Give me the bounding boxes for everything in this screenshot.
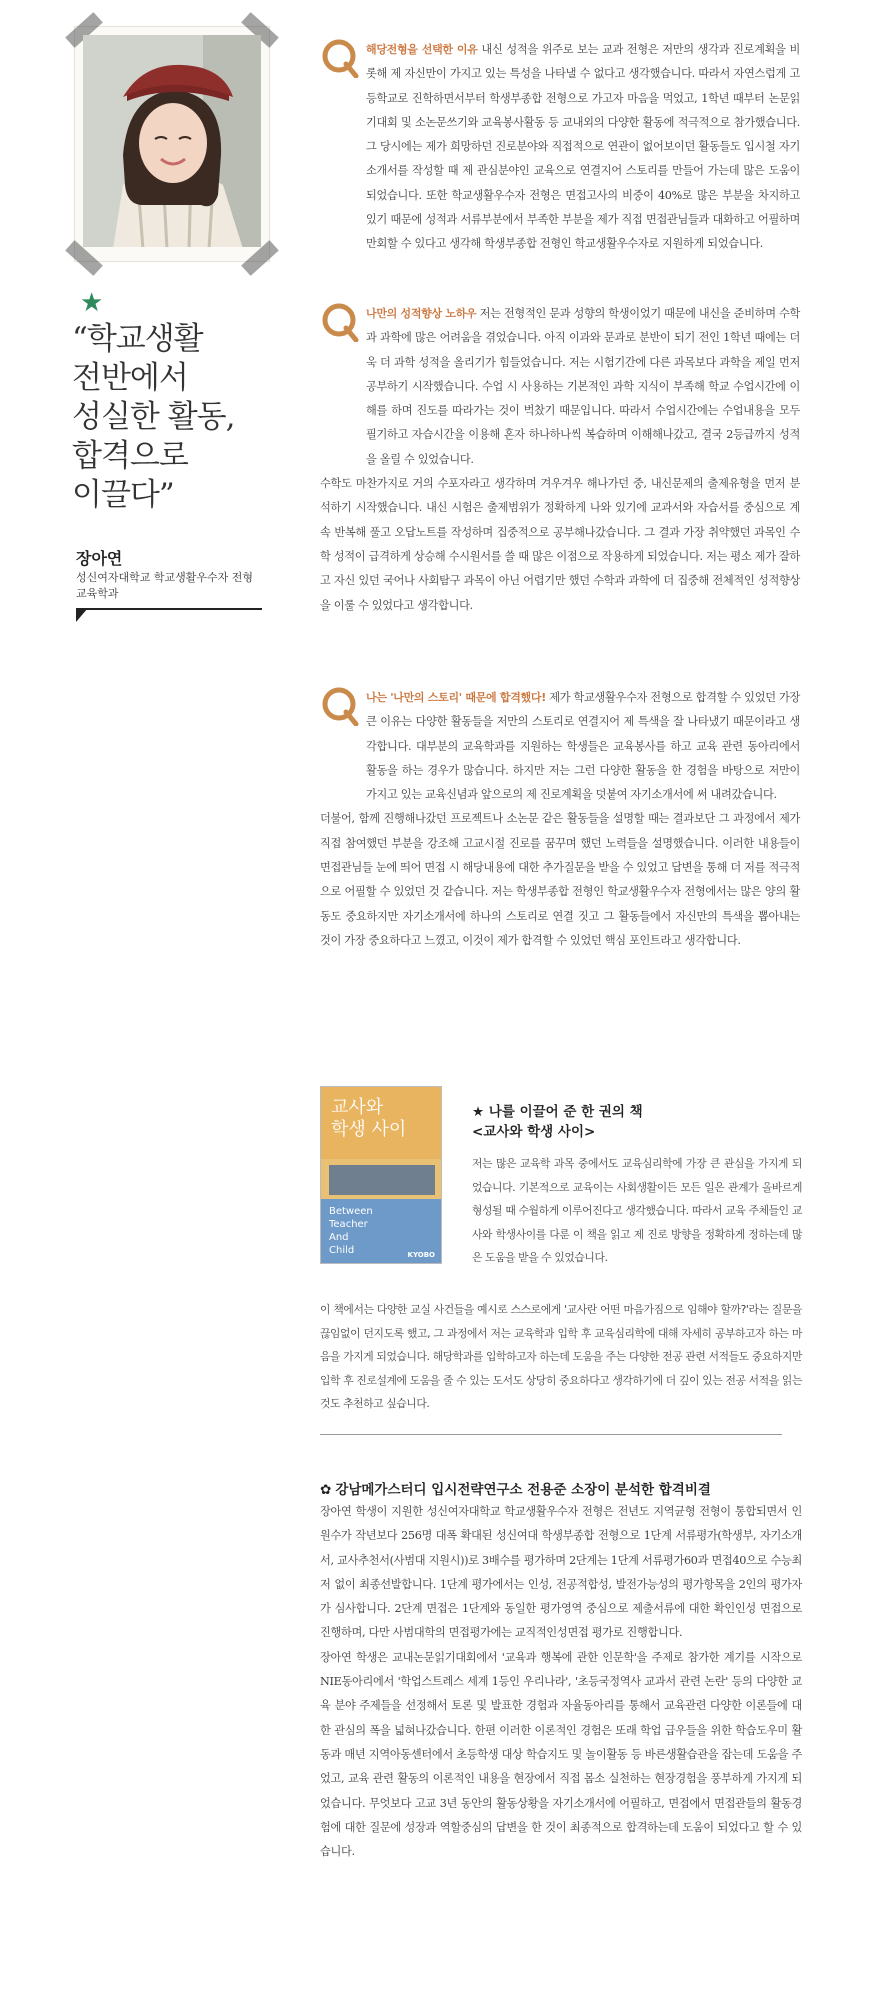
qa-answer (320, 302, 800, 618)
qa-lead: 해당전형을 선택한 이유 (366, 43, 478, 56)
qa-lead: 나만의 성적향상 노하우 (366, 307, 477, 320)
qa-lead: 나는 '나만의 스토리' 때문에 합격했다! (366, 691, 546, 704)
book-recommendation-text-continued: 이 책에서는 다양한 교실 사건들을 예시로 스스로에게 '교사란 어떤 마음가짐으로 임해야 할까?'라는 질문을 끊임없이 던지도록 했고, 그 과정에서 저는 교육학과 입학 후 교육심리학에 대해 자세히 공부하고자 하는 마음을 가지게 되었습니다. 해당학과를 입학하고자 하는데 도움을 주는 다양한 전공 관련 서적들도 중요하지만 입학 후 진로설계에 도움을 줄 수 있는 도서도 상당히 중요하다고 생각하기에 더 깊이 있는 전공 서적을 읽는 것도 추천하고 싶습니다. (320, 1303, 802, 1410)
analysis-text (320, 1500, 802, 1864)
author-photo (83, 35, 261, 247)
qa-answer (320, 38, 800, 257)
interview-headline: “학교생활 전반에서 성실한 활동, 합격으로 이끌다” (72, 321, 235, 513)
flower-icon: ✿ (320, 1482, 332, 1498)
author-affiliation: 성신여자대학교 학교생활우수자 전형 교육학과 (76, 571, 254, 600)
section-divider (320, 1434, 782, 1435)
q-badge-icon (320, 686, 360, 726)
book-cover-photo (329, 1165, 435, 1195)
book-cover-title: 교사와 학생 사이 (331, 1097, 407, 1140)
book-recommendation-heading: ★ 나를 이끌어 준 한 권의 책 <교사와 학생 사이> (472, 1104, 643, 1140)
qa-answer (320, 686, 800, 953)
qa-paragraph: 더불어, 함께 진행해나갔던 프로젝트나 소논문 같은 활동들을 설명할 때는 결과보단 그 과정에서 제가 직접 참여했던 부분을 강조해 고교시절 진로를 꿈꾸며 했던 노력들을 설명했습니다. 이러한 내용들이 면접관님들 눈에 띄어 면접 시 해당내용에 대한 추가질문을 받을 수 있었고 답변을 통해 더 저를 적극적으로 어필할 수 있었던 것 같습니다. 저는 학생부종합 전형인 학교생활우수자 전형에서는 많은 양의 활동도 중요하지만 자기소개서에 하나의 스토리로 연결 짓고 그 활동들에서 자신만의 특색을 뽑아내는 것이 가장 중요하다고 느꼈고, 이것이 제가 합격할 수 있었던 핵심 포인트라고 생각합니다. (320, 812, 800, 947)
speech-bubble-line (76, 608, 262, 610)
analysis-paragraph: 장아연 학생이 지원한 성신여자대학교 학교생활우수자 전형은 전년도 지역균형 전형이 통합되면서 인원수가 작년보다 256명 대폭 확대된 성신여대 학생부종합 전형으로 1단계 서류평가(학생부, 자기소개서, 교사추천서(사범대 지원시))로 3배수를 평가하며 2단계는 1단계 서류평가60과 면접40으로 수능최저 없이 최종선발합니다. 1단계 평가에서는 인성, 전공적합성, 발전가능성의 평가항목을 2인의 평가자가 심사합니다. 2단계 면접은 1단계와 동일한 평가영역 중심으로 제출서류에 대한 확인인성 면접으로 진행하며, 다만 사범대학의 면접평가에는 교직적인성면접 평가로 진행합니다. (320, 1505, 802, 1640)
book-cover-english-title: Between Teacher And Child (329, 1206, 373, 1256)
qa-section-1 (320, 38, 800, 257)
author-name: 장아연 (76, 549, 123, 568)
qa-paragraph: 내신 성적을 위주로 보는 교과 전형은 저만의 생각과 진로계획을 비롯해 제 자신만이 가지고 있는 특성을 나타낼 수 없다고 생각했습니다. 따라서 자연스럽게 고등학교로 진학하면서부터 학생부종합 전형으로 가고자 마음을 먹었고, 1학년 때부터 논문읽기대회 및 소논문쓰기와 교육봉사활동 등 교내외의 다양한 활동에 적극적으로 참가했습니다. 그 당시에는 제가 희망하던 진로분야와 직접적으로 연관이 없어보이던 활동들도 입시철 자기소개서를 작성할 때 제 관심분야인 교육으로 연결지어 스토리를 만들어 가는데 많은 도움이 되었습니다. 또한 학교생활우수자 전형은 면접고사의 비중이 40%로 많은 부분을 차지하고 있기 때문에 성적과 서류부분에서 부족한 부분을 제가 직접 면접관님들과 대화하고 어필하며 만회할 수 있다고 생각해 학생부종합 전형인 학교생활우수자로 지원하게 되었습니다. (366, 43, 800, 251)
speech-bubble-tail (76, 608, 88, 622)
book-cover-image (320, 1086, 442, 1264)
star-icon: ★ (80, 288, 104, 318)
analysis-heading-text: 강남메가스터디 입시전략연구소 전용준 소장이 분석한 합격비결 (335, 1482, 711, 1498)
author-photo-frame (74, 26, 270, 262)
analysis-heading (320, 1478, 711, 1498)
qa-paragraph: 수학도 마찬가지로 거의 수포자라고 생각하며 겨우겨우 해나가던 중, 내신문제의 출제유형을 먼저 분석하기 시작했습니다. 내신 시험은 출제범위가 정확하게 나와 있기에 교과서와 자습서를 중심으로 계속 반복해 풀고 오답노트를 작성하며 집중적으로 공부해나갔습니다. 그 결과 가장 취약했던 과목인 수학 성적이 급격하게 상승해 수시원서를 쓸 때 많은 이점으로 작용하게 되었습니다. 저는 평소 제가 잘하고 자신 있던 국어나 사회탐구 과목이 아닌 어렵기만 했던 수학과 과학에 더 집중해 전체적인 성적향상을 이룰 수 있었다고 생각합니다. (320, 477, 800, 612)
q-badge-icon (320, 302, 360, 342)
qa-section-2 (320, 302, 800, 618)
analysis-paragraph: 장아연 학생은 교내논문읽기대회에서 '교육과 행복에 관한 인문학'을 주제로 참가한 계기를 시작으로 NIE동아리에서 '학업스트레스 세계 1등인 우리나라', '초등국정역사 교과서 관련 논란' 등의 다양한 교육 분야 주제들을 선정해서 토론 및 발표한 경험과 자율동아리를 통해서 교육관련 다양한 이론들에 대한 관심의 폭을 넓혀나갔습니다. 한편 이러한 이론적인 경험은 또래 학업 급우들을 위한 학습도우미 활동과 매년 지역아동센터에서 초등학생 대상 학습지도 및 놀이활동 등 바른생활습관을 잡는데 도움을 주었고, 교육 관련 활동의 이론적인 내용을 현장에서 직접 몸소 실천하는 현장경험을 풍부하게 가지게 되었습니다. 무엇보다 고교 3년 동안의 활동상황을 자기소개서에 어필하고, 면접에서 면접관들의 활동경험에 대한 질문에 성장과 역할중심의 답변을 한 것이 최종적으로 합격하는데 도움이 되었다고 할 수 있습니다. (320, 1650, 802, 1859)
book-cover-brand: KYOBO (407, 1251, 435, 1259)
qa-paragraph: 저는 전형적인 문과 성향의 학생이었기 때문에 내신을 준비하며 수학과 과학에 많은 어려움을 겪었습니다. 아직 이과와 문과로 분반이 되기 전인 1학년 때에는 더욱 더 과학 성적을 올리기가 힘들었습니다. 저는 시험기간에 다른 과목보다 과학을 제일 먼저 공부하기 시작했습니다. 수업 시 사용하는 기본적인 과학 지식이 부족해 학교 수업시간에 이해를 하며 진도를 따라가는 것이 벅찼기 때문입니다. 따라서 수업시간에는 수업내용을 모두 필기하고 자습시간을 이용해 혼자 하나하나씩 복습하며 이해해나갔고, 결국 2등급까지 성적을 올릴 수 있었습니다. (366, 307, 800, 466)
qa-section-3 (320, 686, 800, 953)
author-portrait-illustration (83, 35, 261, 247)
book-recommendation-text: 저는 많은 교육학 과목 중에서도 교육심리학에 가장 큰 관심을 가지게 되었습니다. 기본적으로 교육이는 사회생활이든 모든 일은 관계가 올바르게 형성될 때 수월하게 이루어진다고 생각했습니다. 따라서 교육 주체들인 교사와 학생사이를 다룬 이 책을 읽고 제 진로 방향을 정확하게 정하는데 많은 도움을 받을 수 있었습니다. (472, 1157, 802, 1264)
q-badge-icon (320, 38, 360, 78)
qa-paragraph: 제가 학교생활우수자 전형으로 합격할 수 있었던 가장 큰 이유는 다양한 활동들을 저만의 스토리로 연결지어 제 특색을 잘 나타냈기 때문이라고 생각합니다. 대부분의 교육학과를 지원하는 학생들은 교육봉사를 하고 교육 관련 동아리에서 활동을 하는 경우가 많습니다. 하지만 저는 그런 다양한 활동을 한 경험을 바탕으로 저만이 가지고 있는 교육신념과 앞으로의 제 진로계획을 덧붙여 자기소개서에 써 내려갔습니다. (366, 691, 800, 802)
